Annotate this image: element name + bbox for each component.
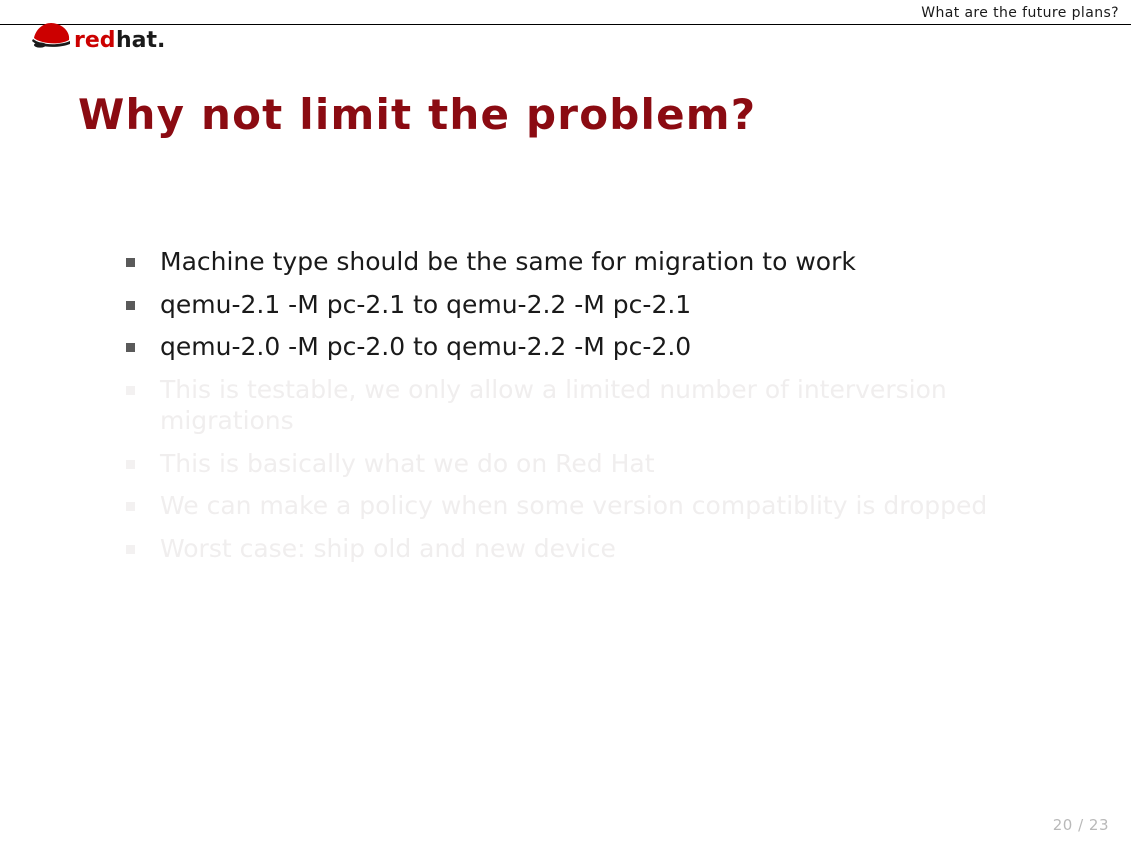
bullet-marker-icon	[126, 343, 135, 352]
list-item-label: We can make a policy when some version compatiblity is dropped	[160, 491, 988, 520]
list-item	[126, 533, 1066, 565]
redhat-logo	[30, 18, 180, 54]
bullet-marker-icon	[126, 301, 135, 310]
list-item-label: qemu-2.0 -M pc-2.0 to qemu-2.2 -M pc-2.0	[160, 332, 692, 361]
bullet-marker-icon	[126, 386, 135, 395]
list-item	[126, 289, 1066, 321]
page-number: 20 / 23	[1052, 816, 1109, 834]
svg-text:red: red	[74, 28, 116, 53]
list-item-label: qemu-2.1 -M pc-2.1 to qemu-2.2 -M pc-2.1	[160, 289, 692, 319]
list-item	[126, 490, 1066, 522]
bullet-list	[126, 246, 1066, 575]
shadowman-icon	[32, 23, 70, 48]
list-item-label: This is testable, we only allow a limited number of interversion migrations	[160, 374, 947, 435]
list-item	[126, 246, 1066, 278]
list-item-label: Worst case: ship old and new device	[160, 533, 616, 563]
bullet-marker-icon	[126, 460, 135, 469]
list-item	[126, 448, 1066, 480]
bullet-marker-icon	[126, 502, 135, 511]
list-item-label: This is basically what we do on Red Hat	[160, 448, 655, 478]
list-item-label: Machine type should be the same for migration to work	[160, 247, 856, 276]
bullet-marker-icon	[126, 258, 135, 267]
page-title: Why not limit the problem?	[78, 90, 757, 139]
list-item	[126, 331, 1066, 363]
bullet-marker-icon	[126, 545, 135, 554]
list-item	[126, 374, 1066, 437]
svg-text:hat.: hat.	[116, 28, 166, 53]
section-title: What are the future plans?	[921, 5, 1119, 21]
